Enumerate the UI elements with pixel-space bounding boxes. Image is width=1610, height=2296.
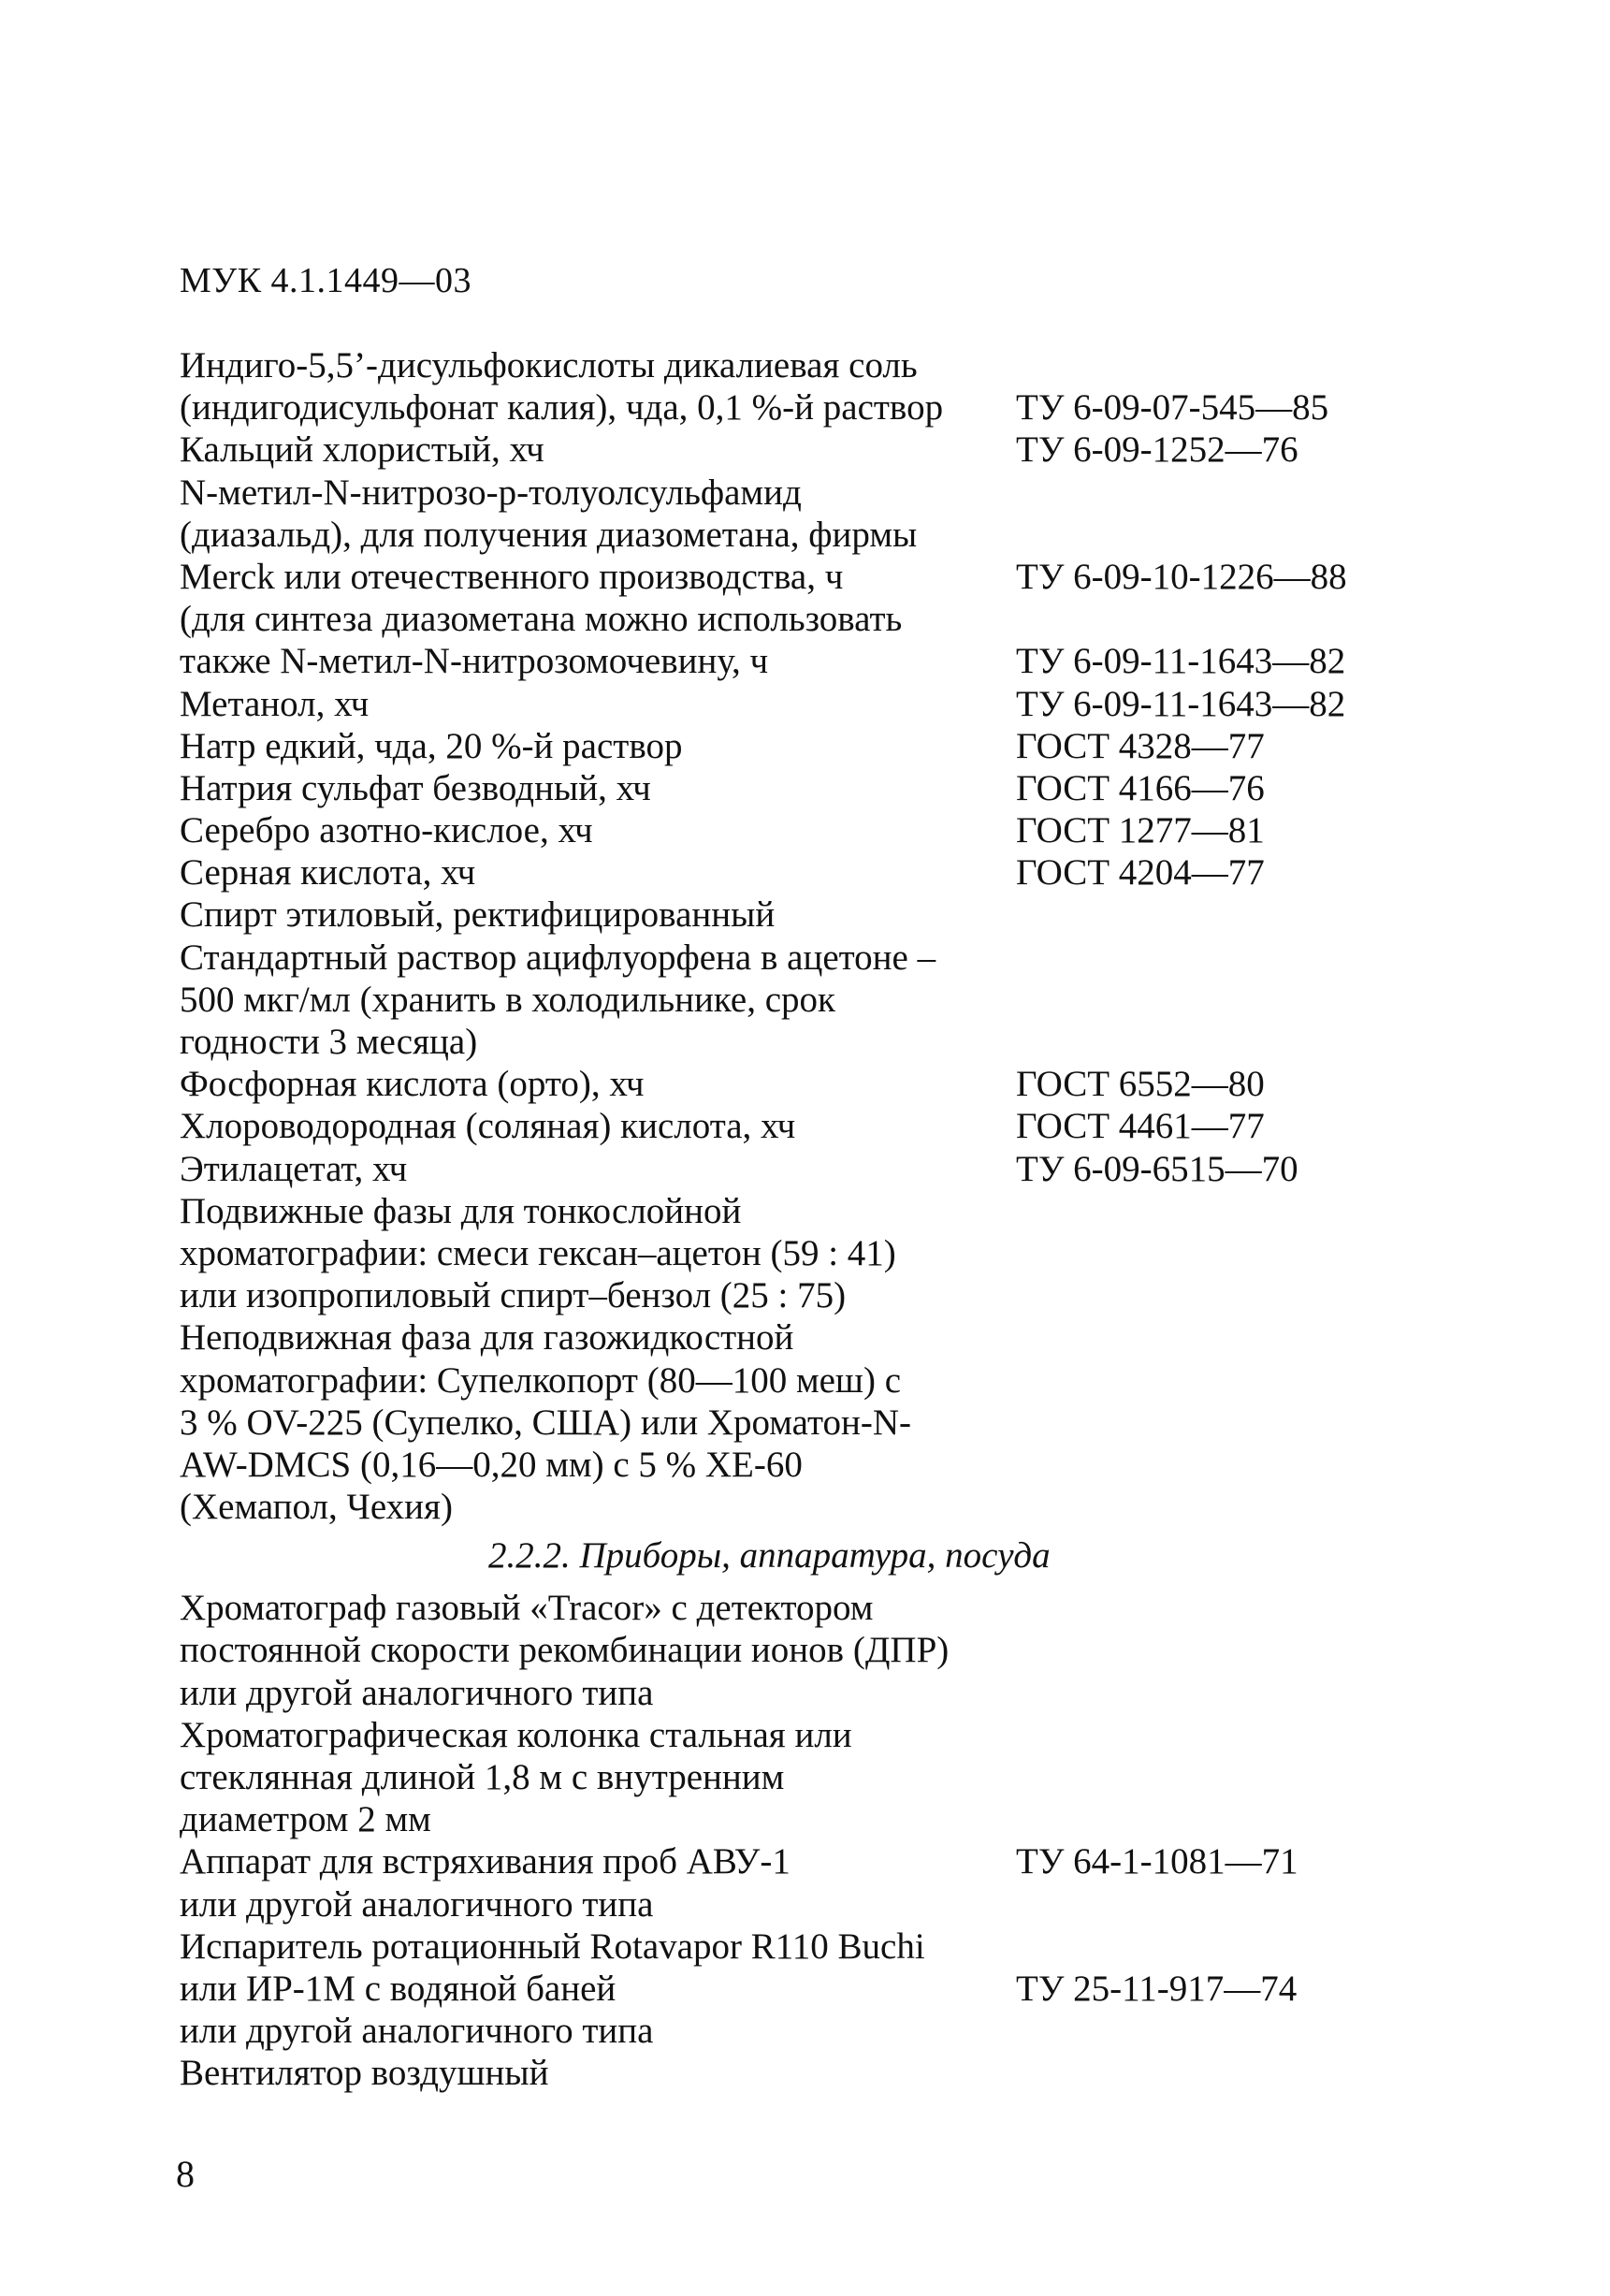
item-standard-ref: ТУ 6-09-11-1643—82	[1016, 683, 1346, 724]
list-item	[180, 429, 1433, 471]
list-item	[180, 386, 1433, 429]
item-standard-ref: ГОСТ 4328—77	[1016, 725, 1265, 766]
item-name: Серная кислота, хч	[180, 852, 476, 894]
item-standard-ref: ТУ 64-1-1081—71	[1016, 1841, 1298, 1882]
item-name: Кальций хлористый, хч	[180, 429, 544, 471]
item-standard-ref: ТУ 6-09-6515—70	[1016, 1148, 1298, 1189]
item-name: Серебро азотно-кислое, хч	[180, 810, 593, 851]
item-name: 500 мкг/мл (хранить в холодильнике, срок	[180, 979, 835, 1020]
item-standard-ref: ГОСТ 4166—76	[1016, 767, 1265, 808]
list-item	[180, 344, 1433, 386]
item-name: (диазальд), для получения диазометана, фирмы	[180, 514, 918, 555]
item-standard-ref: ГОСТ 1277—81	[1016, 810, 1265, 851]
list-item	[180, 1190, 1433, 1232]
item-name: (для синтеза диазометана можно использовать	[180, 599, 903, 640]
list-item	[180, 937, 1433, 979]
list-item	[180, 640, 1433, 682]
item-name: 3 % OV-225 (Супелко, США) или Хроматон-N-	[180, 1402, 911, 1443]
item-name: или изопропиловый спирт–бензол (25 : 75)	[180, 1275, 847, 1316]
list-item	[180, 1883, 1433, 1925]
list-item	[180, 683, 1433, 725]
list-item	[180, 1359, 1433, 1402]
item-name: Merck или отечественного производства, ч	[180, 556, 844, 597]
item-name: или ИР-1М с водяной баней	[180, 1968, 616, 2009]
list-item	[180, 809, 1433, 851]
list-item	[180, 1756, 1433, 1798]
item-standard-ref: ГОСТ 4461—77	[1016, 1106, 1265, 1147]
item-name: или другой аналогичного типа	[180, 1883, 654, 1925]
list-item	[180, 1444, 1433, 1486]
list-item	[180, 1798, 1433, 1840]
list-item	[180, 2010, 1433, 2052]
list-item	[180, 725, 1433, 767]
item-name: Аппарат для встряхивания проб АВУ-1	[180, 1841, 790, 1882]
item-name: Неподвижная фаза для газожидкостной	[180, 1317, 794, 1359]
list-item	[180, 2052, 1433, 2094]
item-standard-ref: ГОСТ 6552—80	[1016, 1064, 1265, 1105]
item-name: N-метил-N-нитрозо-р-толуолсульфамид	[180, 472, 802, 513]
list-item	[180, 1402, 1433, 1444]
item-name: Подвижные фазы для тонкослойной	[180, 1190, 742, 1231]
item-name: или другой аналогичного типа	[180, 2011, 654, 2052]
item-name: также N-метил-N-нитрозомочевину, ч	[180, 641, 769, 682]
item-name: Испаритель ротационный Rotavapor R110 Buchi	[180, 1925, 925, 1967]
item-standard-ref: ТУ 6-09-11-1643—82	[1016, 641, 1346, 682]
list-item	[180, 1629, 1433, 1671]
list-item	[180, 1486, 1433, 1528]
list-item	[180, 1232, 1433, 1274]
item-standard-ref: ТУ 6-09-1252—76	[1016, 429, 1298, 471]
item-name: Хроматографическая колонка стальная или	[180, 1714, 852, 1755]
item-name: Натр едкий, чда, 20 %-й раствор	[180, 725, 683, 766]
item-name: Фосфорная кислота (орто), хч	[180, 1064, 645, 1105]
item-standard-ref: ТУ 6-09-07-545—85	[1016, 387, 1329, 429]
item-standard-ref: ТУ 25-11-917—74	[1016, 1968, 1298, 2009]
list-item	[180, 598, 1433, 640]
list-item	[180, 894, 1433, 936]
list-item	[180, 851, 1433, 894]
list-item	[180, 1316, 1433, 1359]
item-name: Хлороводородная (соляная) кислота, хч	[180, 1106, 796, 1147]
item-name: хроматографии: смеси гексан–ацетон (59 : 41)	[180, 1232, 896, 1273]
document-code-header: МУК 4.1.1449—03	[180, 261, 472, 300]
item-name: Хроматограф газовый «Tracor» с детектором	[180, 1588, 874, 1629]
list-item	[180, 1105, 1433, 1147]
item-name: постоянной скорости рекомбинации ионов (ДПР)	[180, 1630, 950, 1671]
item-name: хроматографии: Супелкопорт (80—100 меш) с	[180, 1359, 902, 1401]
list-item	[180, 767, 1433, 809]
list-item	[180, 1148, 1433, 1190]
list-item	[180, 1672, 1433, 1714]
item-name: AW-DMCS (0,16—0,20 мм) с 5 % XE-60	[180, 1444, 803, 1485]
section-title: 2.2.2. Приборы, аппаратура, посуда	[488, 1535, 1051, 1577]
item-name: Натрия сульфат безводный, хч	[180, 767, 651, 808]
list-item	[180, 1968, 1433, 2010]
item-name: Вентилятор воздушный	[180, 2053, 549, 2094]
list-item	[180, 1925, 1433, 1968]
list-item	[180, 556, 1433, 598]
equipment-list	[180, 1587, 1433, 2094]
item-name: Индиго-5,5’-дисульфокислоты дикалиевая соль	[180, 345, 918, 385]
page-number: 8	[176, 2153, 195, 2195]
item-name: годности 3 месяца)	[180, 1022, 478, 1062]
item-standard-ref: ТУ 6-09-10-1226—88	[1016, 556, 1347, 597]
item-name: (индигодисульфонат калия), чда, 0,1 %-й раствор	[180, 387, 944, 429]
list-item	[180, 1274, 1433, 1316]
reagents-list	[180, 344, 1433, 1528]
item-name: стеклянная длиной 1,8 м с внутренним	[180, 1757, 785, 1797]
list-item	[180, 1714, 1433, 1756]
item-name: или другой аналогичного типа	[180, 1672, 654, 1713]
item-standard-ref: ГОСТ 4204—77	[1016, 852, 1265, 894]
list-item	[180, 1021, 1433, 1063]
list-item	[180, 1063, 1433, 1105]
list-item	[180, 1840, 1433, 1882]
list-item	[180, 979, 1433, 1021]
item-name: Этилацетат, хч	[180, 1148, 408, 1189]
item-name: диаметром 2 мм	[180, 1799, 431, 1840]
item-name: Метанол, хч	[180, 683, 370, 724]
item-name: Спирт этиловый, ректифицированный	[180, 894, 776, 936]
list-item	[180, 1587, 1433, 1629]
item-name: (Хемапол, Чехия)	[180, 1487, 453, 1528]
list-item	[180, 514, 1433, 556]
page-content	[180, 344, 1433, 2095]
list-item	[180, 472, 1433, 514]
item-name: Стандартный раствор ацифлуорфена в ацетоне –	[180, 937, 936, 978]
